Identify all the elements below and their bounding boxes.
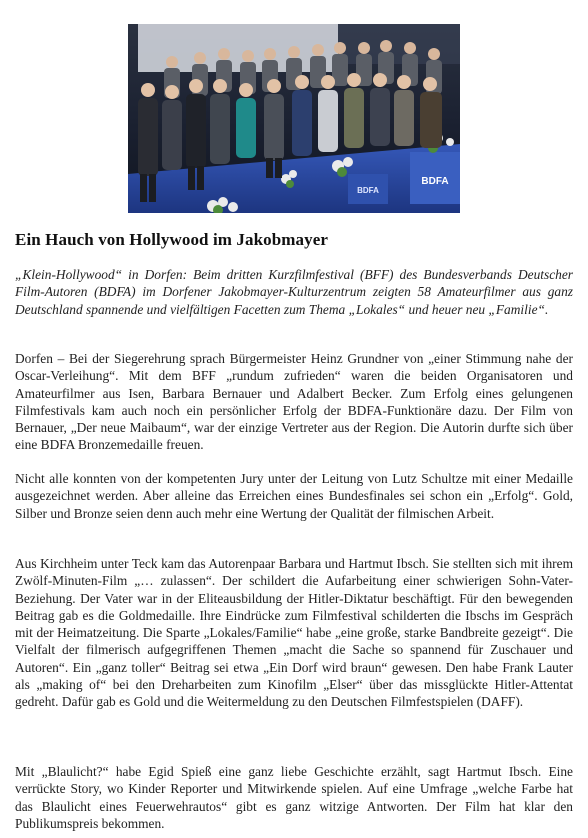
article-headline: Ein Hauch von Hollywood im Jakobmayer (15, 230, 329, 249)
article-lead: „Klein-Hollywood“ in Dorfen: Beim dritten Kurzfilmfestival (BFF) des Bundesverbands Deutscher Film-Autoren (BDFA) im Dorfener Jakobmayer-Kulturzentrum zeigten 58 Amateurfilmer aus ganz Deutschland spannende und vielfältigen Facetten zum Thema „Lokales“ und heuer neu „Familie“. (15, 267, 573, 317)
article-paragraph: Dorfen – Bei der Siegerehrung sprach Bürgermeister Heinz Grundner von „einer Stimmung nahe der Oscar-Verleihung“. Mit dem BFF „rundum zufrieden“ waren die beiden Organisatoren und Amateurfilmer aus Isen, Barbara Bernauer und Adalbert Becker. Zum Erfolg eines gelungenen Filmfestivals kam auch noch ein persönlicher Erfolg der BDFA-Funktionäre dazu. Der Film von Bernauer, „Der neue Maibaum“, war der einzige Vertreter aus der Region. Die Autorin durfte sich über eine BDFA Bronzemedaille freuen. (15, 351, 573, 453)
banner-text-right: BDFA (421, 176, 449, 187)
article-photo (128, 24, 460, 213)
article-paragraph: Nicht alle konnten von der kompetenten Jury unter der Leitung von Lutz Schultze mit einer Medaille ausgezeichnet werden. Aber alleine das Erreichen eines Bundesfinales sei schon ein „Erfolg“. Gold, Silber und Bronze seien denn auch mehr eine Wertung der Qualität der filmischen Arbeit. (15, 471, 573, 521)
article-paragraph: Aus Kirchheim unter Teck kam das Autorenpaar Barbara und Hartmut Ibsch. Sie stellten sich mit ihrem Zwölf-Minuten-Film „… zulassen“. Der schildert die Aufarbeitung einer schwierigen Sohn-Vater-Beziehung. Der Vater war in der Eliteausbildung der Hitler-Diktatur beschäftigt. Für den bewegenden Beitrag gab es die Goldmedaille. Ihre Eindrücke zum Filmfestival schilderten die Ibschs im Gespräch mit der Heimatzeitung. Die Sparte „Lokales/Familie“ habe „eine große, starke Bandbreite gezeigt“. Die Vielfalt der filmerisch aufgegriffenen Themen „macht die Sache so spannend für Zuschauer und Autoren“. Ein „ganz toller“ Beitrag sei etwa „Ein Dorf wird braun“ gewesen. Den habe Frank Lauter als „making of“ bei den Dreharbeiten zum Kinofilm „Elser“ über das missglückte Hitler-Attentat gedreht. Dafür gab es Gold und die Weitermeldung zu den Deutschen Filmfestspielen (DAFF). (15, 556, 573, 710)
group-photo-icon (128, 24, 460, 213)
banner-text-left: BDFA (357, 186, 379, 195)
article-paragraph: Mit „Blaulicht?“ habe Egid Spieß eine ganz liebe Geschichte erzählt, sagt Hartmut Ibsch. Eine verrückte Story, wo Kinder Reporter und Mitwirkende spielen. Auf eine Umfrage „welche Farbe hat das Blaulicht eines Feuerwehrautos“ gibt es ganz witzige Antworten. Der Film hat klar den Publikumspreis bekommen. (15, 764, 573, 831)
